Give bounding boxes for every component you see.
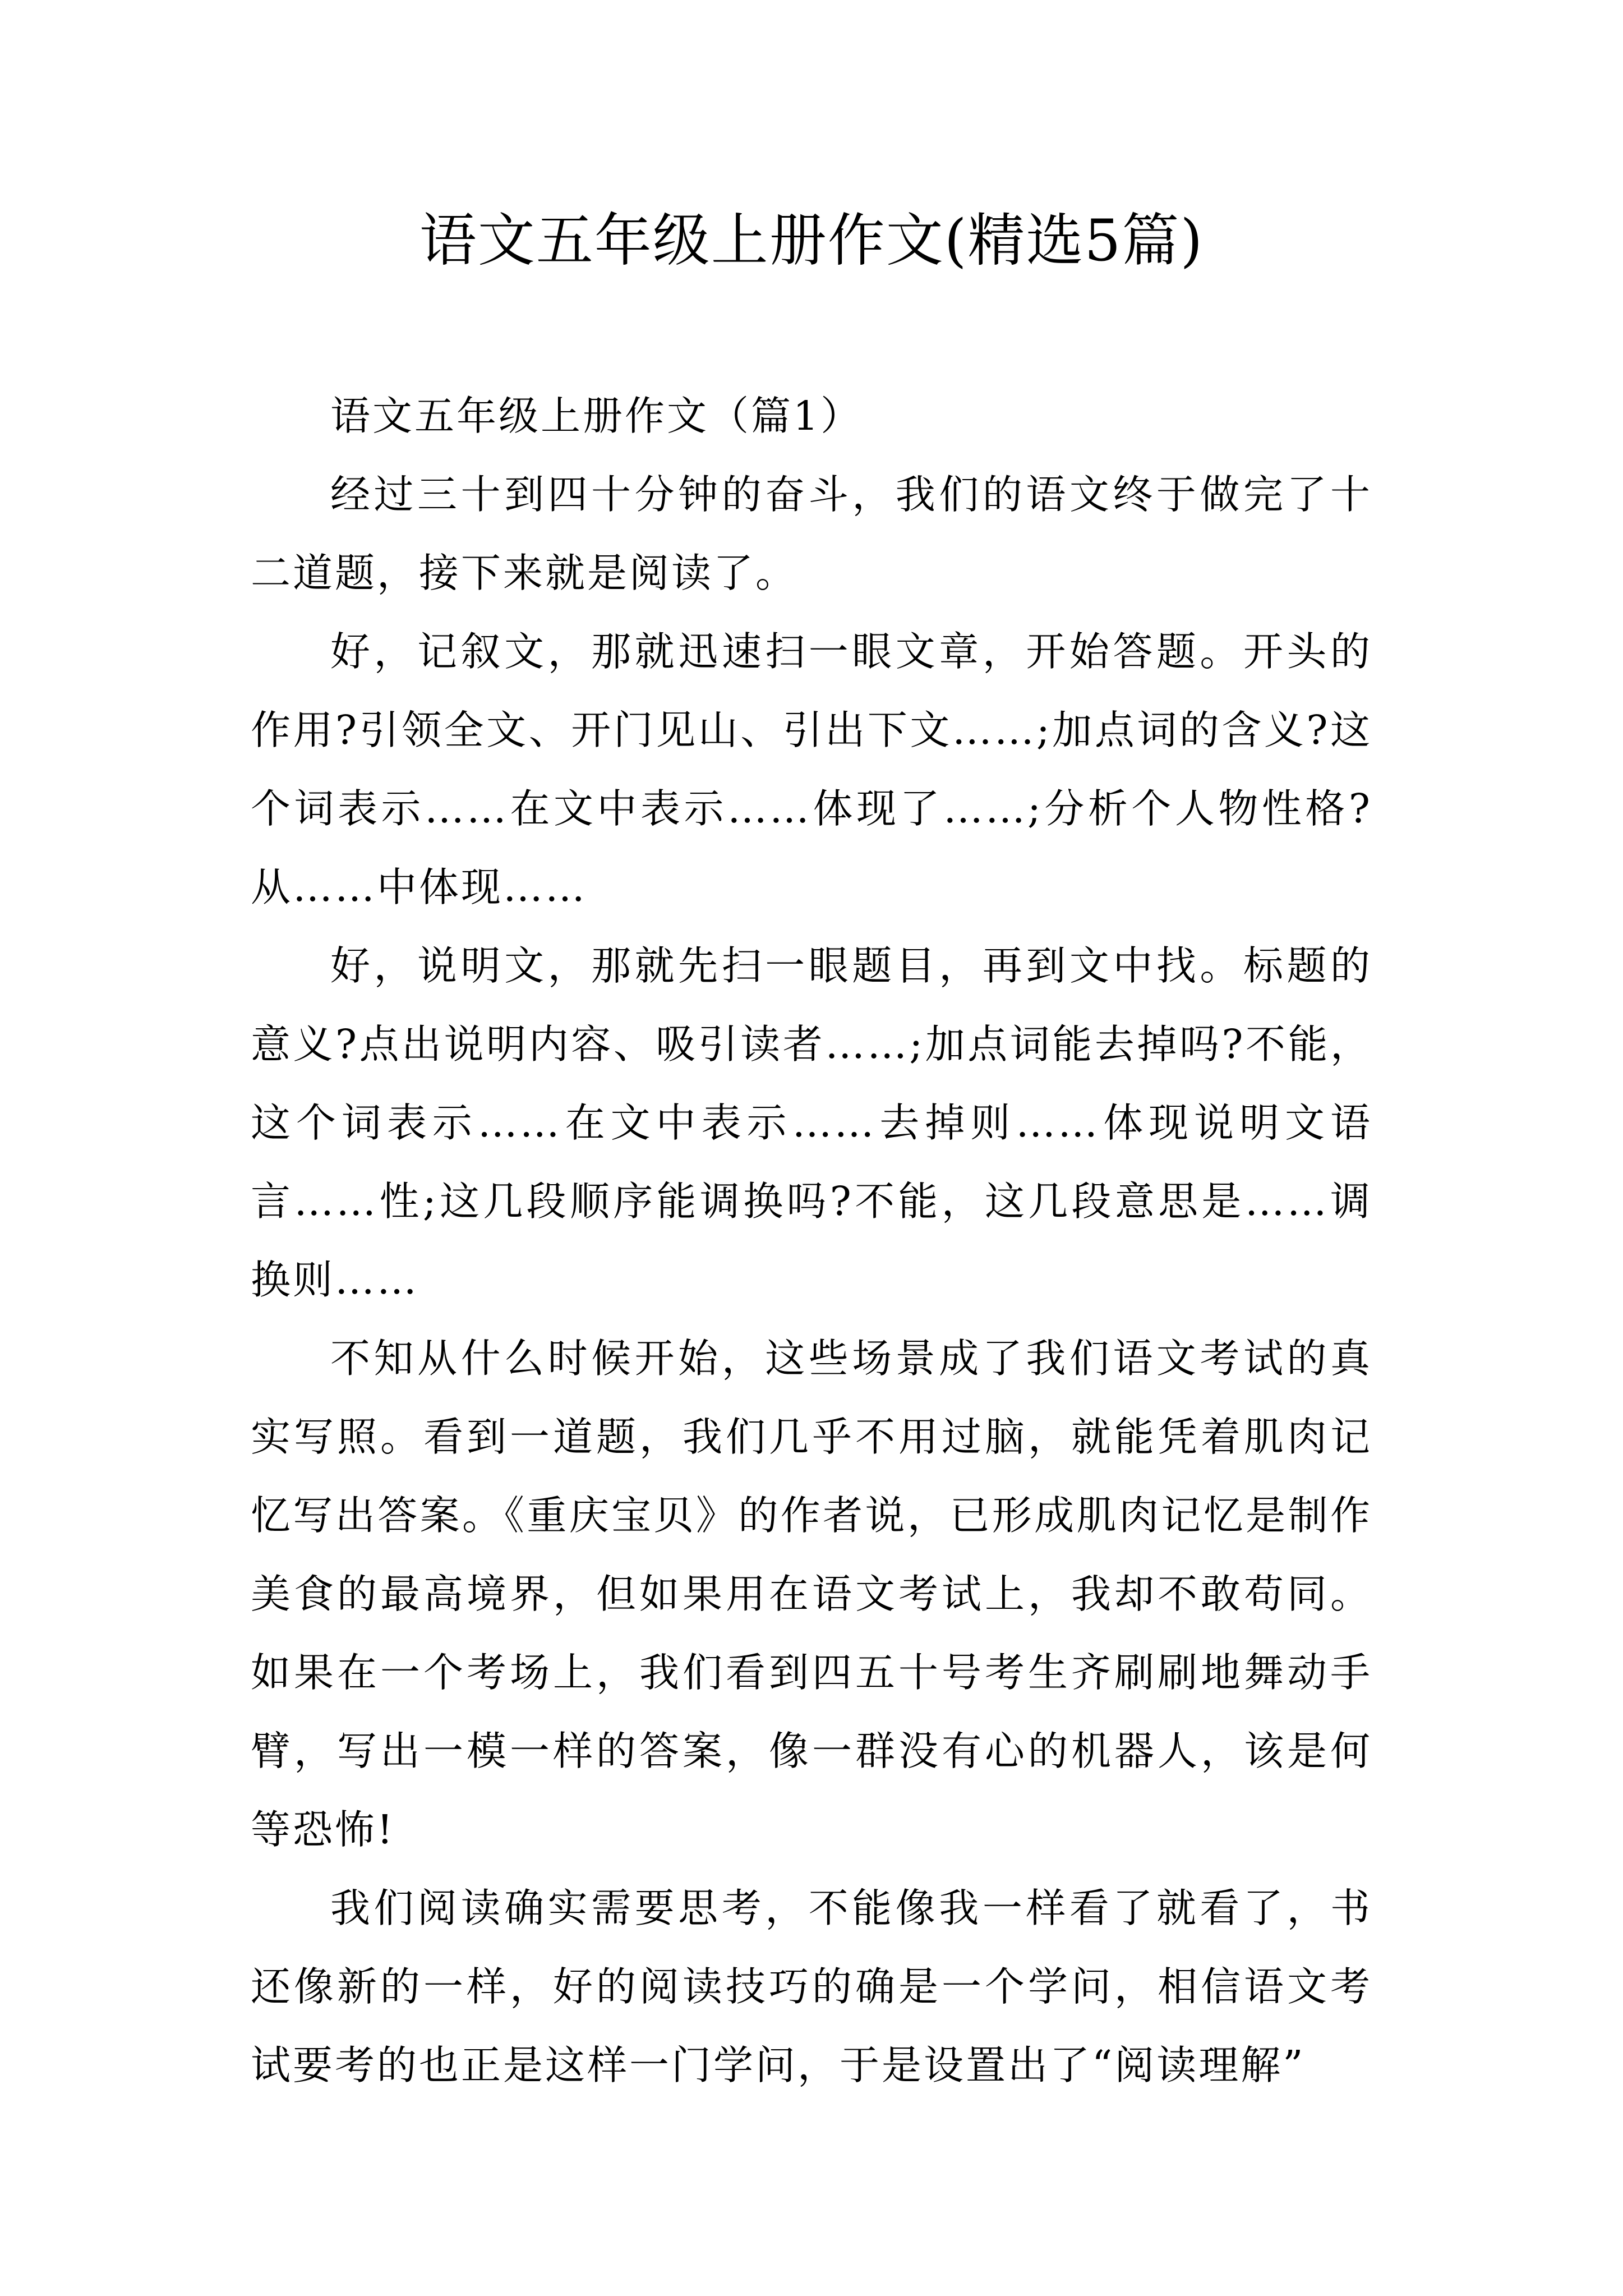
paragraph: 不知从什么时候开始，这些场景成了我们语文考试的真实写照。看到一道题，我们几乎不用过脑，就能凭着肌肉记忆写出答案。《重庆宝贝》的作者说，已形成肌肉记忆是制作美食的最高境界，但如果用在语文考试上，我却不敢苟同。如果在一个考场上，我们看到四五十号考生齐刷刷地舞动手臂，写出一模一样的答案，像一群没有心的机器人，该是何等恐怖! xyxy=(251,1335,1372,1853)
paragraph: 我们阅读确实需要思考，不能像我一样看了就看了，书还像新的一样，好的阅读技巧的确是一个学问，相信语文考试要考的也正是这样一门学问，于是设置出了“阅读理解” xyxy=(251,1885,1372,2088)
section-heading: 语文五年级上册作文（篇1） xyxy=(330,393,863,439)
paragraph: 好，说明文，那就先扫一眼题目，再到文中找。标题的意义?点出说明内容、吸引读者……;加点词能去掉吗?不能，这个词表示……在文中表示……去掉则……体现说明文语言……性;这几段顺序能调换吗?不能，这几段意思是……调换则…… xyxy=(251,942,1372,1303)
document-title: 语文五年级上册作文(精选5篇) xyxy=(419,208,1204,274)
paragraph: 经过三十到四十分钟的奋斗，我们的语文终于做完了十二道题，接下来就是阅读了。 xyxy=(251,471,1372,596)
document-body xyxy=(251,377,1372,2105)
paragraph: 好，记叙文，那就迅速扫一眼文章，开始答题。开头的作用?引领全文、开门见山、引出下文……;加点词的含义?这个词表示……在文中表示……体现了……;分析个人物性格?从……中体现…… xyxy=(251,628,1372,910)
